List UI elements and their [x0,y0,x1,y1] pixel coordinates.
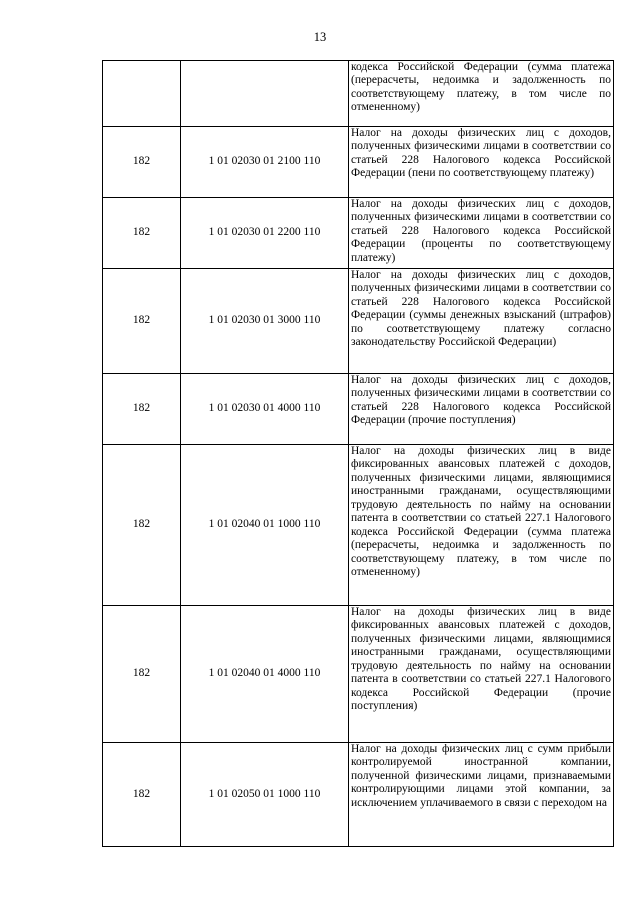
admin-code-cell [103,61,181,127]
budget-classification-table [102,60,614,847]
table-row [103,198,614,269]
admin-code-cell: 182 [103,127,181,198]
budget-code-cell: 1 01 02040 01 1000 110 [181,445,349,606]
table-row [103,127,614,198]
table-row [103,445,614,606]
revenue-name-cell [349,269,614,374]
table-row [103,743,614,847]
admin-code-cell: 182 [103,269,181,374]
budget-code-cell: 1 01 02030 01 2200 110 [181,198,349,269]
admin-code-cell: 182 [103,445,181,606]
revenue-name-text: Налог на доходы физических лиц с сумм прибыли контролируемой иностранной компании, полученной физическими лицами, признаваемыми контролирующими лицами этой компании, за исключением уплачиваемого в связи с переходом на [351,743,611,809]
revenue-name-text: Налог на доходы физических лиц с доходов, полученных физическими лицами в соответствии со статьей 228 Налогового кодекса Российской Федерации (прочие поступления) [351,374,611,427]
revenue-name-cell [349,127,614,198]
revenue-name-cell [349,445,614,606]
budget-code-cell: 1 01 02050 01 1000 110 [181,743,349,847]
revenue-name-text: Налог на доходы физических лиц с доходов, полученных физическими лицами в соответствии со статьей 228 Налогового кодекса Российской Федерации (суммы денежных взысканий (штрафов) по соответствующему платежу согласно законодательству Российской Федерации) [351,269,611,349]
table-row [103,606,614,743]
revenue-name-cell [349,198,614,269]
table-row [103,61,614,127]
revenue-name-cell [349,606,614,743]
budget-code-cell: 1 01 02030 01 4000 110 [181,374,349,445]
budget-code-cell: 1 01 02030 01 3000 110 [181,269,349,374]
revenue-name-text: Налог на доходы физических лиц с доходов, полученных физическими лицами в соответствии со статьей 228 Налогового кодекса Российской Федерации (проценты по соответствующему платежу) [351,198,611,264]
budget-code-cell: 1 01 02040 01 4000 110 [181,606,349,743]
revenue-name-text: Налог на доходы физических лиц в виде фиксированных авансовых платежей с доходов, полученных физическими лицами, являющимися иностранными гражданами, осуществляющими трудовую деятельность по найму на основании патента в соответствии со статьей 227.1 Налогового кодекса Российской Федерации (сумма платежа (перерасчеты, недоимка и задолженность по соответствующему платежу, в том числе по отмененному) [351,445,611,579]
revenue-name-text: кодекса Российской Федерации (сумма платежа (перерасчеты, недоимка и задолженность по соответствующему платежу, в том числе по отмененному) [351,61,611,114]
revenue-name-cell [349,374,614,445]
budget-code-cell [181,61,349,127]
revenue-name-cell [349,743,614,847]
table-row [103,269,614,374]
admin-code-cell: 182 [103,606,181,743]
table-row [103,374,614,445]
admin-code-cell: 182 [103,374,181,445]
revenue-name-text: Налог на доходы физических лиц в виде фиксированных авансовых платежей с доходов, полученных физическими лицами, являющимися иностранными гражданами, осуществляющими трудовую деятельность по найму на основании патента в соответствии со статьей 227.1 Налогового кодекса Российской Федерации (прочие поступления) [351,606,611,713]
admin-code-cell: 182 [103,743,181,847]
revenue-name-text: Налог на доходы физических лиц с доходов, полученных физическими лицами в соответствии со статьей 228 Налогового кодекса Российской Федерации (пени по соответствующему платежу) [351,127,611,180]
revenue-name-cell [349,61,614,127]
admin-code-cell: 182 [103,198,181,269]
page-number: 13 [313,30,327,44]
budget-code-cell: 1 01 02030 01 2100 110 [181,127,349,198]
